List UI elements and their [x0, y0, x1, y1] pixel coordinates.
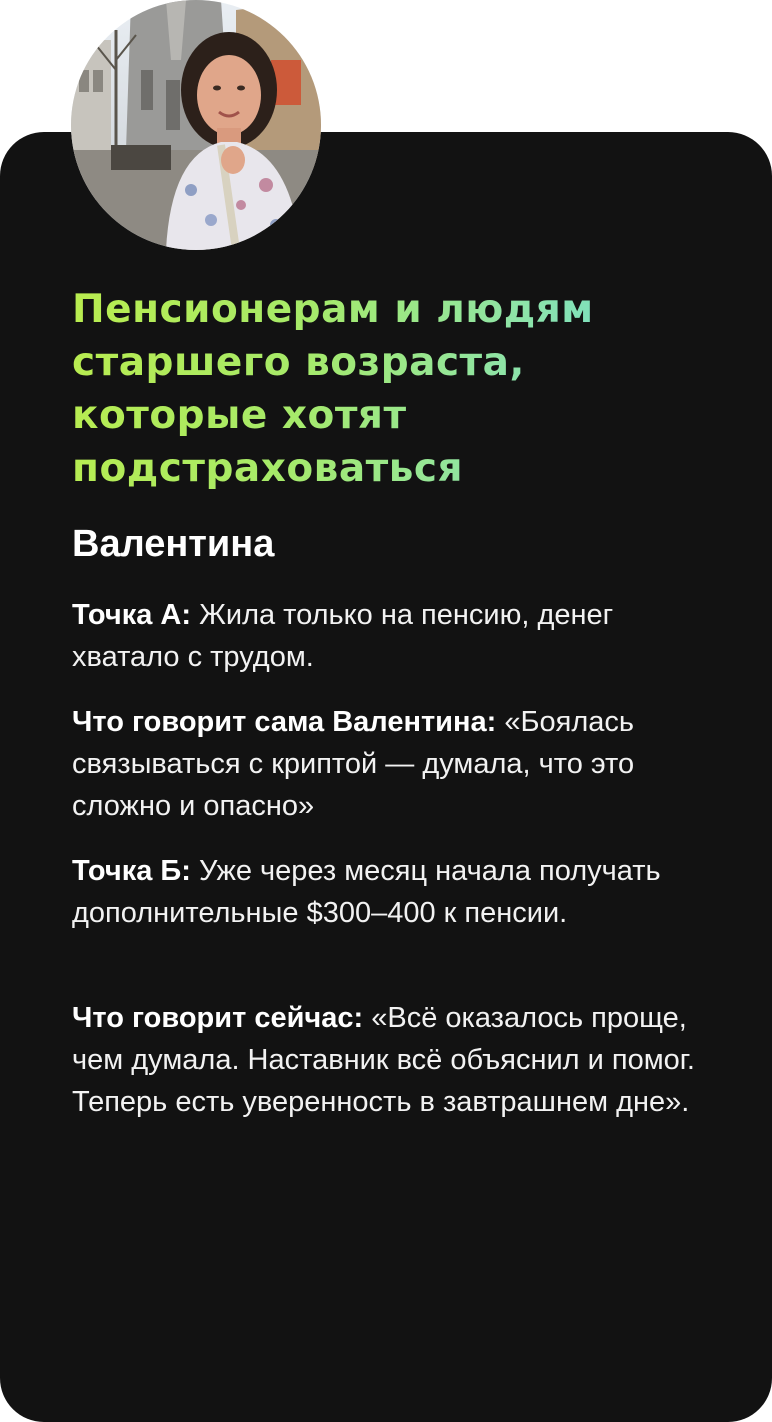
point-b-label: Точка Б:	[72, 855, 191, 887]
headline	[72, 283, 732, 495]
quote-before-label: Что говорит сама Валентина:	[72, 706, 497, 738]
portrait-photo-icon	[71, 0, 321, 250]
headline-line: старшего возраста,	[72, 340, 525, 385]
quote-before-paragraph	[72, 701, 712, 827]
point-b-paragraph	[72, 850, 712, 934]
point-a-text: Жила только на пенсию, денег хватало с трудом.	[72, 599, 614, 673]
person-name: Валентина	[72, 523, 275, 565]
point-b-text: Уже через месяц начала получать дополнительные $300–400 к пенсии.	[72, 855, 661, 929]
quote-now-label: Что говорит сейчас:	[72, 1002, 364, 1034]
headline-line: которые хотят	[72, 393, 407, 438]
headline-line: подстраховаться	[72, 446, 464, 491]
avatar	[71, 0, 321, 250]
point-a-label: Точка А:	[72, 599, 192, 631]
headline-line: Пенсионерам и людям	[72, 287, 594, 332]
point-a-paragraph	[72, 594, 712, 678]
quote-before-text: «Боялась связываться с криптой — думала, что это сложно и опасно»	[72, 706, 635, 822]
quote-now-paragraph	[72, 997, 712, 1123]
quote-now-text: «Всё оказалось проще, чем думала. Наставник всё объяснил и помог. Теперь есть уверенность в завтрашнем дне».	[72, 1002, 695, 1118]
